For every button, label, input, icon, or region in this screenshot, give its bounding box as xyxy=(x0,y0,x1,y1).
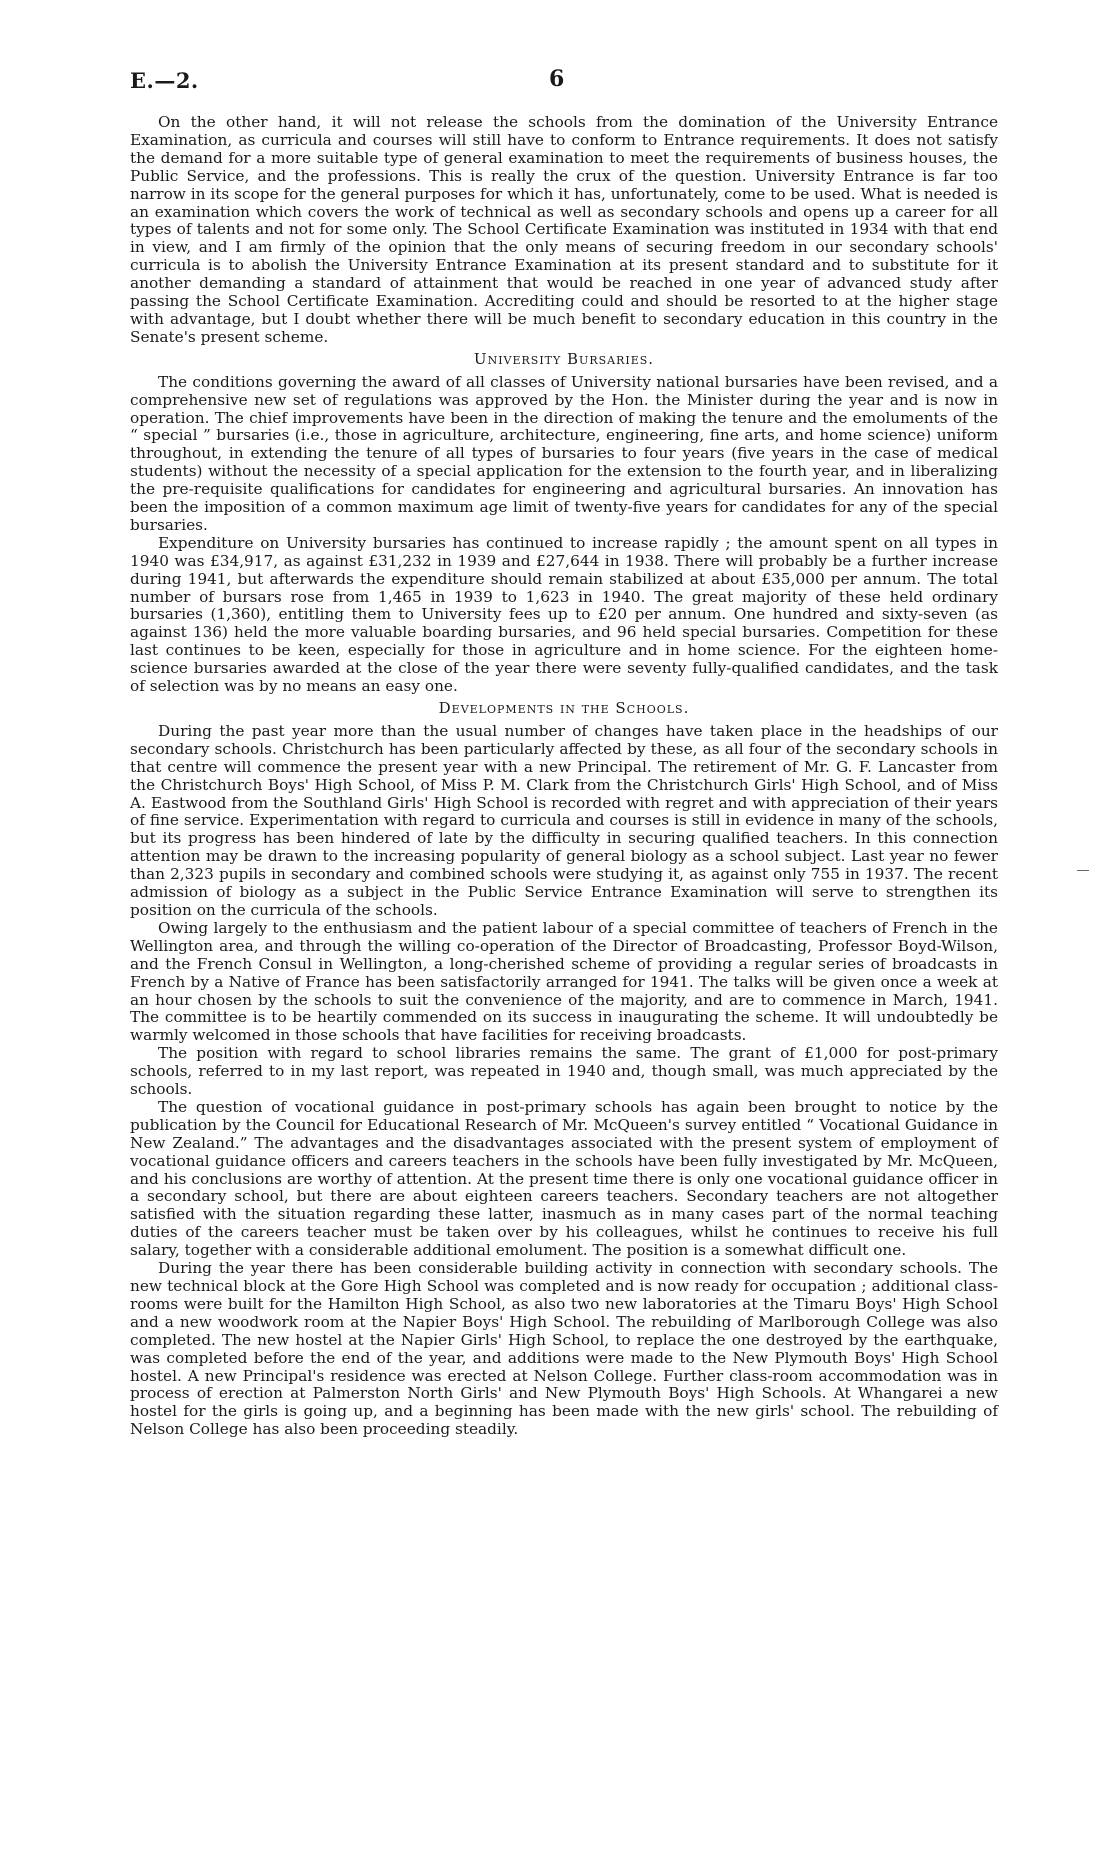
margin-mark xyxy=(1077,870,1089,871)
paragraph-french-broadcasts: Owing largely to the enthusiasm and the patient labour of a special committee of teachers of French in the Wellington area, and through the willing co-operation of the Director of Broadcasting, Professor Boyd-Wilson, and the French Consul in Wellington, a long-cherished scheme of providing a regular series of broadcasts in French by a Native of France has been satisfactorily arranged for 1941. The talks will be given once a week at an hour chosen by the schools to suit the convenience of the majority, and are to commence in March, 1941. The committee is to be heartily commended on its success in inaugurating the scheme. It will undoubtedly be warmly welcomed in those schools that have facilities for receiving broadcasts. xyxy=(130,918,998,1045)
paragraph-bursary-conditions: The conditions governing the award of all classes of University national bursaries have been revised, and a comprehensive new set of regulations was approved by the Hon. the Minister during the year and is now in operation. The chief improvements have been in the direction of making the tenure and the emoluments of the “ special ” bursaries (i.e., those in agriculture, architecture, engineering, fine arts, and home science) uniform throughout, in extending the tenure of all types of bursaries to four years (five years in the case of medical students) without the necessity of a special application for the extension to the fourth year, and in liberalizing the pre-requisite qualifications for candidates for engineering and agricultural bursaries. An innovation has been the imposition of a common maximum age limit of twenty-five years for candidates for any of the special bursaries. xyxy=(130,372,998,534)
paragraph-bursary-expenditure: Expenditure on University bursaries has continued to increase rapidly ; the amount spent on all types in 1940 was £34,917, as against £31,232 in 1939 and £27,644 in 1938. There will probably be a further increase during 1941, but afterwards the expenditure should remain stabilized at about £35,000 per annum. The total number of bursars rose from 1,465 in 1939 to 1,623 in 1940. The great majority of these held ordinary bursaries (1,360), entitling them to University fees up to £20 per annum. One hundred and sixty-seven (as against 136) held the more valuable boarding bursaries, and 96 held special bursaries. Competition for these last continues to be keen, especially for those in agriculture and in home science. For the eighteen home-science bursaries awarded at the close of the year there were seventy fully-qualified candidates, and the task of selection was by no means an easy one. xyxy=(130,533,998,696)
body-text xyxy=(130,114,998,1439)
paragraph-building-activity: During the year there has been considerable building activity in connection with secondary schools. The new technical block at the Gore High School was completed and is now ready for occupation ; additional class-rooms were built for the Hamilton High School, as also two new laboratories at the Timaru Boys' High School and a new woodwork room at the Napier Boys' High School. The rebuilding of Marlborough College was also completed. The new hostel at the Napier Girls' High School, to replace the one destroyed by the earthquake, was completed before the end of the year, and additions were made to the New Plymouth Boys' High School hostel. A new Principal's residence was erected at Nelson College. Further class-room accommodation was in process of erection at Palmerston North Girls' and New Plymouth Boys' High Schools. At Whangarei a new hostel for the girls is going up, and a beginning has been made with the new girls' school. The rebuilding of Nelson College has also been proceeding steadily. xyxy=(130,1259,998,1439)
paragraph-school-libraries: The position with regard to school libraries remains the same. The grant of £1,000 for post-primary schools, referred to in my last report, was repeated in 1940 and, though small, was much appreciated by the schools. xyxy=(130,1044,998,1099)
section-heading-developments: Developments in the Schools. xyxy=(438,699,690,717)
paragraph-senate-scheme: On the other hand, it will not release the schools from the domination of the University Entrance Examination, as curricula and courses will still have to conform to Entrance requirements. It does not satisfy the demand for a more suitable type of general examination to meet the requirements of business houses, the Public Service, and the professions. This is really the crux of the question. University Entrance is far too narrow in its scope for the general purposes for which it has, unfortunately, come to be used. What is needed is an examination which covers the work of technical as well as secondary schools and opens up a career for all types of talents and not for some only. The School Certificate Examination was instituted in 1934 with that end in view, and I am firmly of the opinion that the only means of securing freedom in our secondary schools' curricula is to abolish the University Entrance Examination at its present standard and to substitute for it another demanding a standard of attainment that would be reached in one year of advanced study after passing the School Certificate Examination. Accrediting could and should be resorted to at the higher stage with advantage, but I doubt whether there will be much benefit to secondary education in this country in the Senate's present scheme. xyxy=(130,113,998,346)
section-heading-university-bursaries: University Bursaries. xyxy=(473,349,655,368)
document-reference: E.—2. xyxy=(130,68,199,93)
paragraph-vocational-guidance: The question of vocational guidance in post-primary schools has again been brought to notice by the publication by the Council for Educational Research of Mr. McQueen's survey entitled “ Vocational Guidance in New Zealand.” The advantages and the disadvantages associated with the present system of employment of vocational guidance officers and careers teachers in the schools have been fully investigated by Mr. McQueen, and his conclusions are worthy of attention. At the present time there is only one vocational guidance officer in a secondary school, but there are about eighteen careers teachers. Secondary teachers are not altogether satisfied with the situation regarding these latter, inasmuch as in many cases part of the normal teaching duties of the careers teacher must be taken over by his colleagues, whilst he continues to receive his full salary, together with a considerable additional emolument. The position is a somewhat difficult one. xyxy=(130,1097,998,1260)
page-number: 6 xyxy=(549,66,565,92)
paragraph-headships: During the past year more than the usual number of changes have taken place in the headships of our secondary schools. Christchurch has been particularly affected by these, as all four of the secondary schools in that centre will commence the present year with a new Principal. The retirement of Mr. G. F. Lancaster from the Christchurch Boys' High School, of Miss P. M. Clark from the Christchurch Girls' High School, and of Miss A. Eastwood from the Southland Girls' High School is recorded with regret and with appreciation of their years of fine service. Experimentation with regard to curricula and courses is still in evidence in many of the schools, but its progress has been hindered of late by the difficulty in securing qualified teachers. In this connection attention may be drawn to the increasing popularity of general biology as a school subject. Last year no fewer than 2,323 pupils in secondary and combined schools were studying it, as against only 755 in 1937. The recent admission of biology as a subject in the Public Service Entrance Examination will serve to strengthen its position on the curricula of the schools. xyxy=(130,721,998,919)
